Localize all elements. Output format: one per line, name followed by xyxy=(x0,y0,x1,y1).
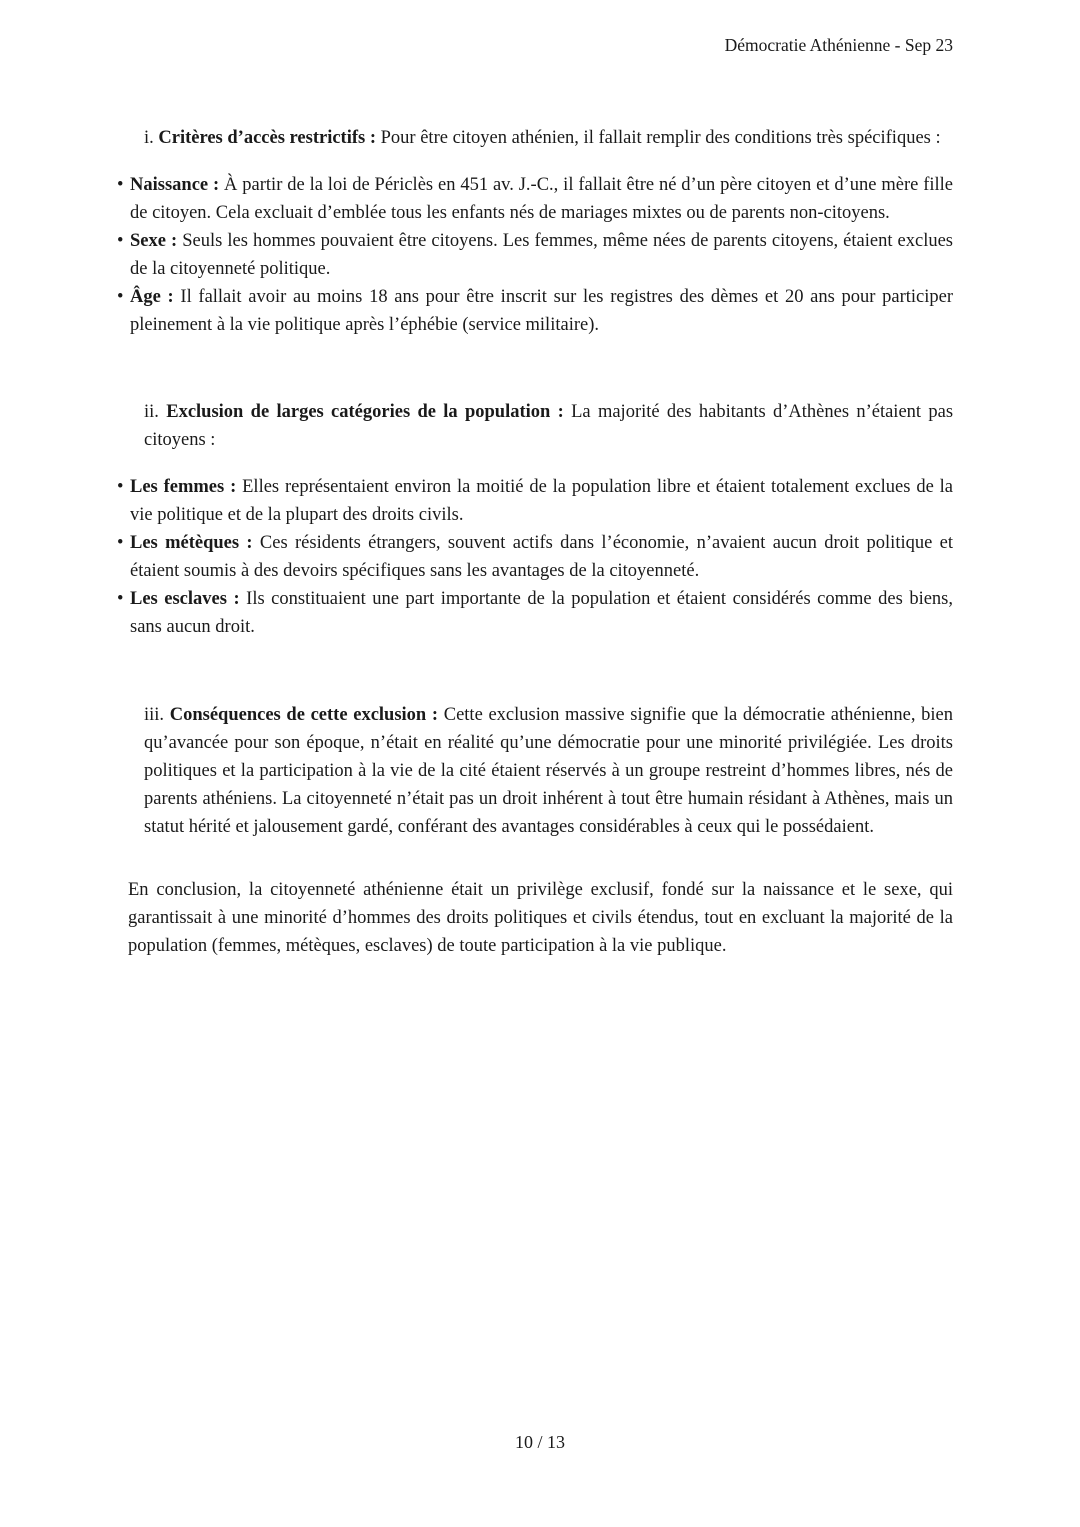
document-content xyxy=(117,0,954,960)
bullet-dot-icon: • xyxy=(117,477,124,497)
section-ii-list xyxy=(117,473,954,641)
bullet-dot-icon: • xyxy=(117,287,124,307)
section-ii-lead: La majorité des habitants d’Athènes n’étaient pas citoyens : xyxy=(144,402,954,450)
list-item xyxy=(117,529,953,585)
bullet-text xyxy=(130,473,953,529)
bullet-body: Ils constituaient une part importante de la population et étaient considérés comme des biens, sans aucun droit. xyxy=(130,589,954,637)
bullet-body: Il fallait avoir au moins 18 ans pour être inscrit sur les registres des dèmes et 20 ans pour participer pleinement à la vie politique après l’éphébie (service militaire). xyxy=(130,287,954,335)
bullet-body: Ces résidents étrangers, souvent actifs dans l’économie, n’avaient aucun droit politique et étaient soumis à des devoirs spécifiques sans les avantages de la citoyenneté. xyxy=(130,533,953,581)
bullet-text xyxy=(130,227,953,283)
page-number: 10 / 13 xyxy=(514,1432,565,1452)
list-item xyxy=(117,171,954,227)
bullet-body: Seuls les hommes pouvaient être citoyens. Les femmes, même nées de parents citoyens, étaient exclues de la citoyenneté politique. xyxy=(130,231,953,279)
bullet-text xyxy=(130,283,953,339)
bullet-term: Âge : xyxy=(130,287,174,307)
page-header: Démocratie Athénienne - Sep 23 xyxy=(724,35,953,55)
list-item xyxy=(117,473,953,529)
bullet-term: Sexe : xyxy=(130,231,178,251)
list-item xyxy=(117,227,953,283)
bullet-term: Les métèques : xyxy=(130,533,253,553)
section-iii-title: Conséquences de cette exclusion : xyxy=(169,705,439,725)
section-i-title: Critères d’accès restrictifs : xyxy=(158,128,377,148)
bullet-text xyxy=(130,171,953,227)
bullet-term: Naissance : xyxy=(130,175,220,195)
bullet-term: Les esclaves : xyxy=(130,589,240,609)
bullet-term: Les femmes : xyxy=(130,477,237,497)
section-i xyxy=(117,124,954,339)
bullet-text xyxy=(130,585,953,641)
list-item xyxy=(117,283,954,339)
bullet-dot-icon: • xyxy=(117,533,124,553)
section-ii xyxy=(117,398,954,641)
list-item xyxy=(117,585,954,641)
section-iii-lead: Cette exclusion massive signifie que la démocratie athénienne, bien qu’avancée pour son époque, n’était en réalité qu’une démocratie pour une minorité privilégiée. Les droits politiques et la participation à la vie de la cité étaient réservés à un groupe restreint d’hommes libres, nés de parents athéniens. La citoyenneté n’était pas un droit inhérent à tout être humain résidant à Athènes, mais un statut hérité et jalousement gardé, conférant des avantages considérables à ceux qui le possédaient. xyxy=(144,705,954,837)
conclusion-paragraph: En conclusion, la citoyenneté athénienne était un privilège exclusif, fondé sur la naissance et le sexe, qui garantissait à une minorité d’hommes des droits politiques et civils étendus, tout en excluant la majorité de la population (femmes, métèques, esclaves) de toute participation à la vie publique. xyxy=(128,880,953,956)
section-iii-numeral: iii. xyxy=(144,705,165,725)
section-i-heading xyxy=(144,124,953,152)
bullet-text xyxy=(130,529,953,585)
bullet-body: À partir de la loi de Périclès en 451 av. J.-C., il fallait être né d’un père citoyen et d’une mère fille de citoyen. Cela excluait d’emblée tous les enfants nés de mariages mixtes ou de parents non-citoyens. xyxy=(130,175,954,223)
section-i-numeral: i. xyxy=(144,128,154,148)
section-i-lead: Pour être citoyen athénien, il fallait remplir des conditions très spécifiques : xyxy=(380,128,941,148)
bullet-dot-icon: • xyxy=(117,175,124,195)
section-ii-numeral: ii. xyxy=(144,402,159,422)
bullet-dot-icon: • xyxy=(117,231,124,251)
section-iii xyxy=(128,701,953,841)
bullet-dot-icon: • xyxy=(117,589,124,609)
section-ii-heading xyxy=(144,398,953,454)
section-iii-heading xyxy=(144,701,953,841)
section-ii-title: Exclusion de larges catégories de la population : xyxy=(166,402,564,422)
section-i-list xyxy=(117,171,954,339)
bullet-body: Elles représentaient environ la moitié de la population libre et étaient totalement exclues de la vie politique et de la plupart des droits civils. xyxy=(130,477,953,525)
